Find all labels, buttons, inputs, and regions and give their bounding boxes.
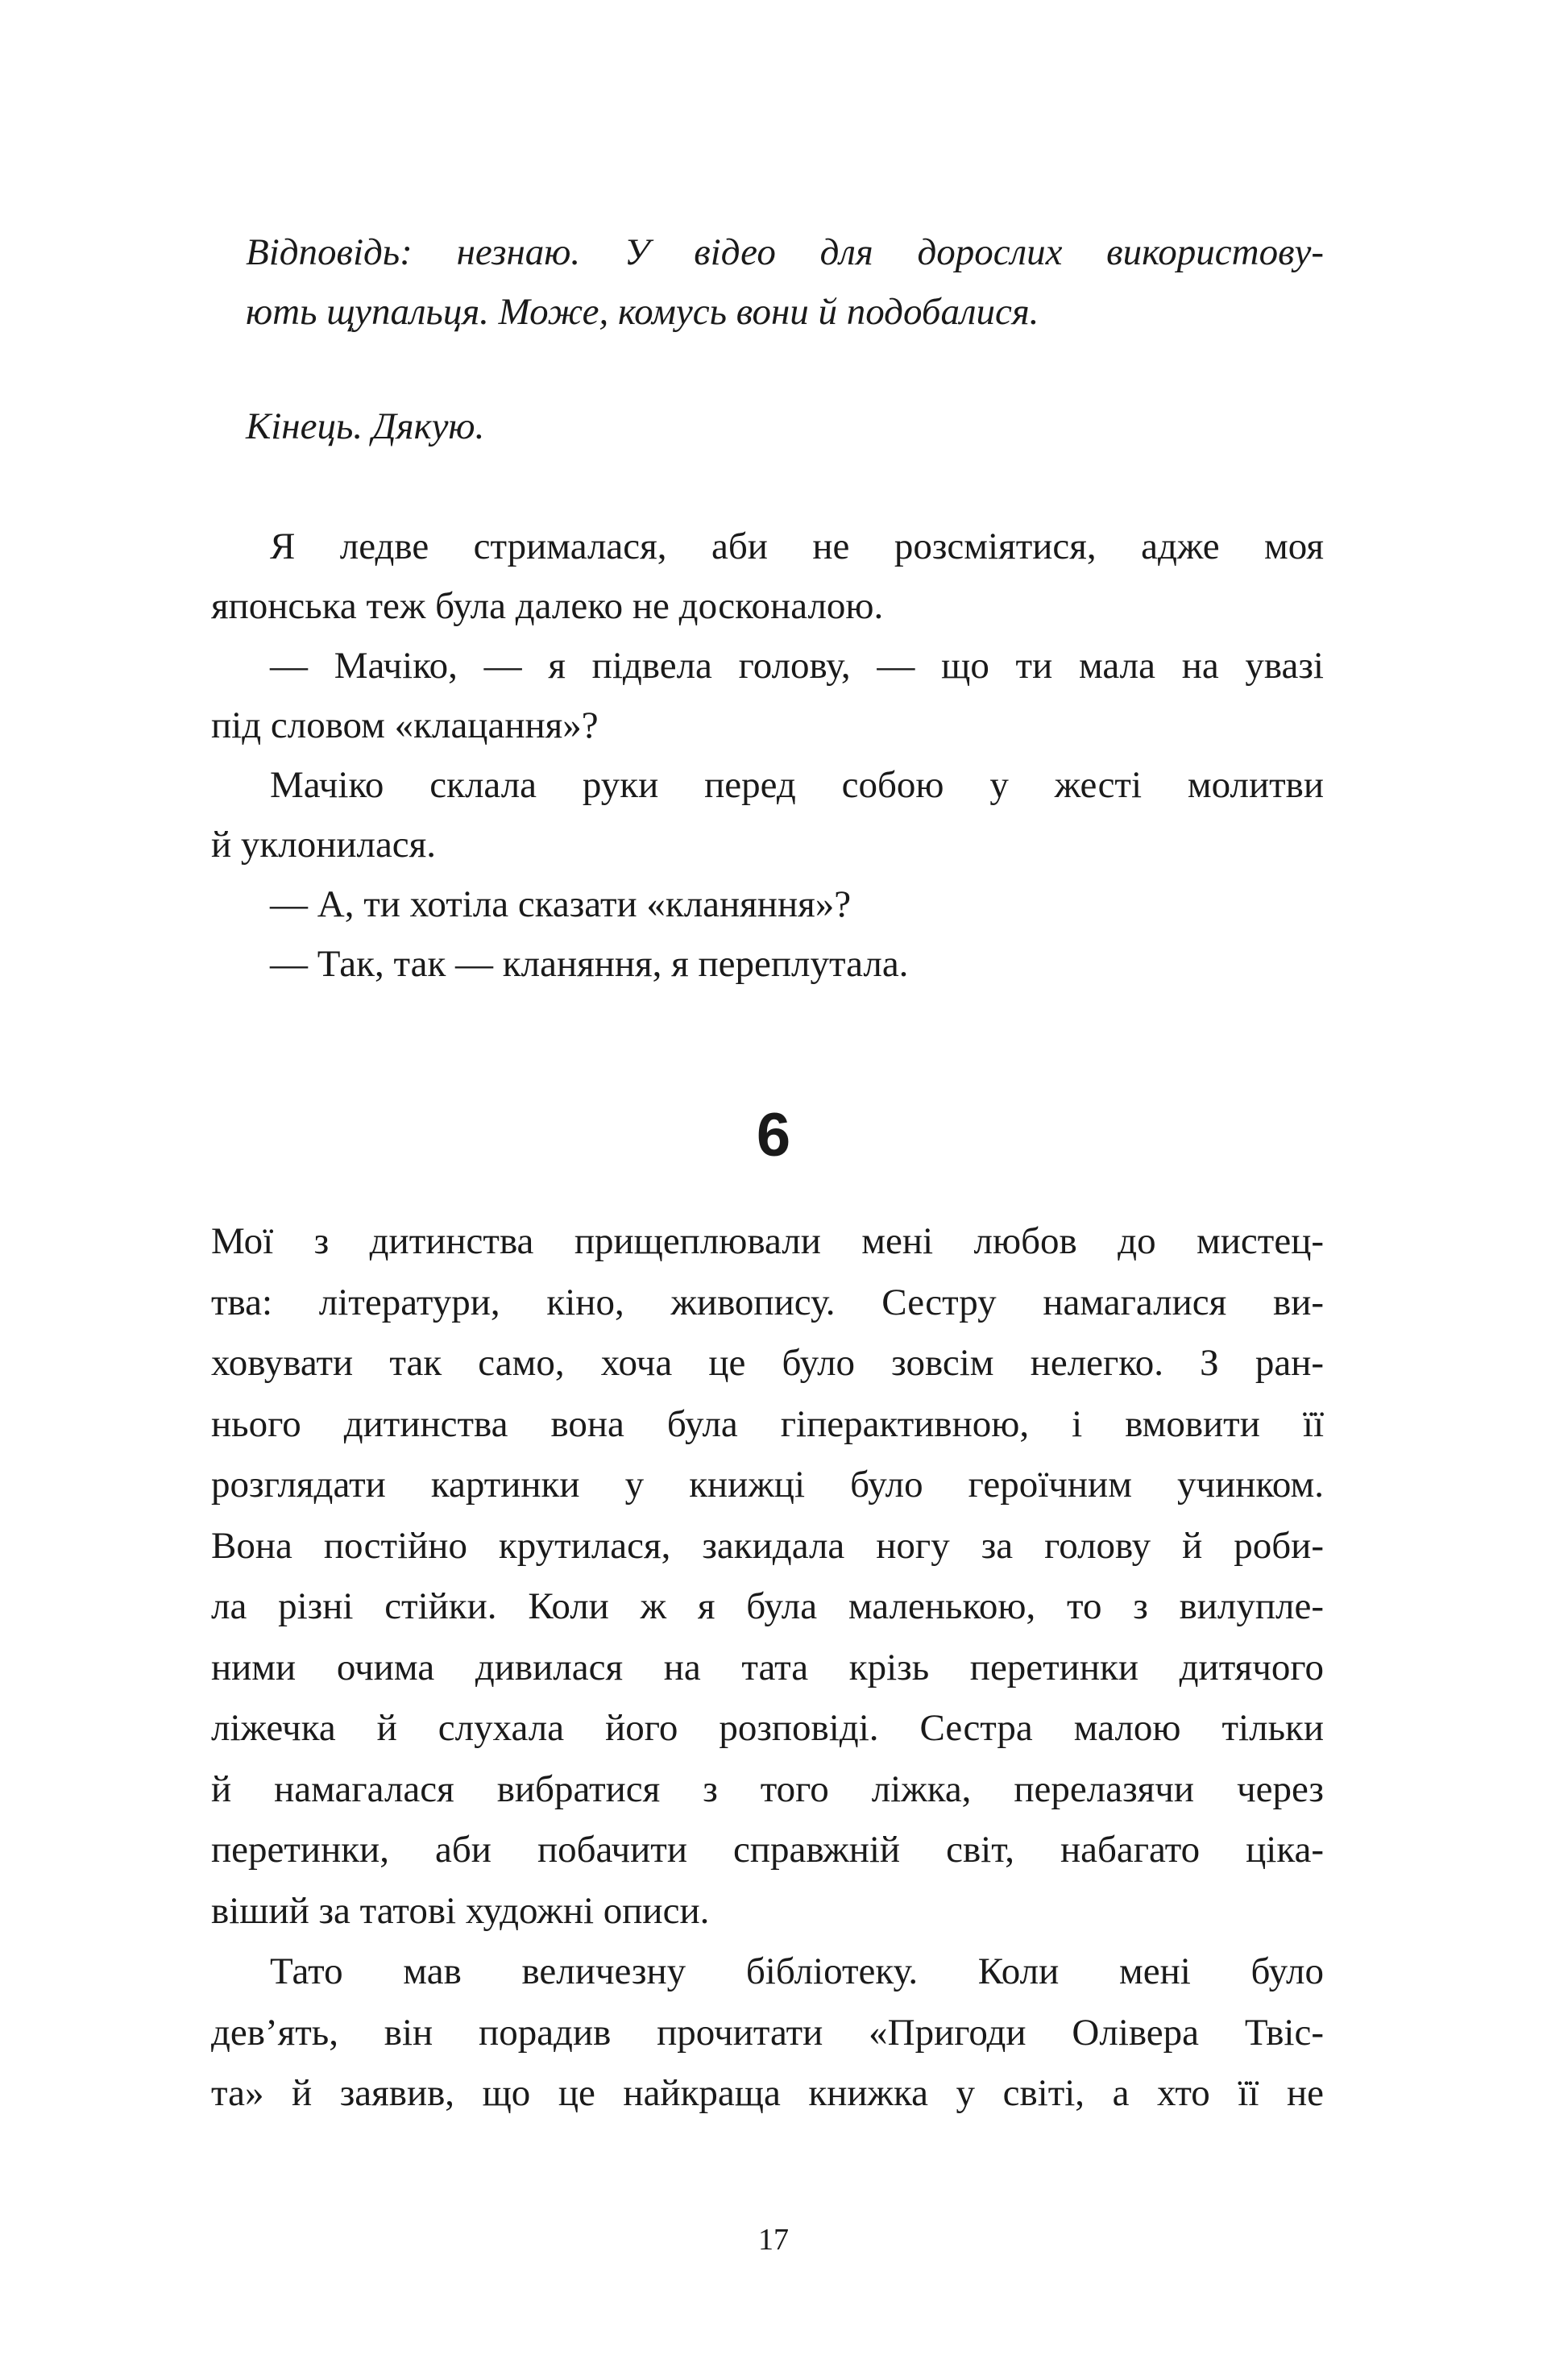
text-line: й уклонилася. (211, 824, 437, 866)
text-line: ла різні стійки. Коли ж я була маленькою, то з вилупле- (211, 1585, 1324, 1627)
page-number: 17 (758, 2223, 789, 2257)
text-line: Відповідь: незнаю. У відео для дорослих використову- (246, 231, 1324, 273)
italic-answer (246, 222, 1324, 342)
text-line: ними очима дивилася на тата крізь перетинки дитячого (211, 1646, 1324, 1688)
text-line: Тато мав величезну бібліотеку. Коли мені було (270, 1950, 1324, 1992)
text-line: — Так, так — кланяння, я переплутала. (270, 943, 909, 985)
text-line: ють щупальця. Може, комусь вони й подобалися. (246, 291, 1039, 333)
text-line: перетинки, аби побачити справжній світ, набагато ціка- (211, 1829, 1324, 1871)
text-line: віший за татові художні описи. (211, 1889, 710, 1932)
text-line: Я ледве стрималася, аби не розсміятися, адже моя (270, 525, 1324, 567)
text-line: й намагалася вибратися з того ліжка, перелазячи через (211, 1767, 1324, 1810)
text-line: — Мачіко, — я підвела голову, — що ти мала на увазі (270, 645, 1324, 687)
text-line: під словом «клацання»? (211, 704, 599, 746)
text-line: Вона постійно крутилася, закидала ногу за голову й роби- (211, 1524, 1324, 1567)
text-line: ховувати так само, хоча це було зовсім нелегко. З ран- (211, 1342, 1324, 1384)
chapter-body (211, 1211, 1324, 2125)
text-line: та» й заявив, що це найкраща книжка у світі, а хто її не (211, 2072, 1324, 2114)
text-line: нього дитинства вона була гіперактивною, і вмовити її (211, 1402, 1324, 1445)
text-line: — А, ти хотіла сказати «кланяння»? (270, 883, 852, 925)
text-line: японська теж була далеко не досконалою. (211, 585, 884, 627)
text-line: Мої з дитинства прищеплювали мені любов до мистец- (211, 1220, 1324, 1262)
italic-ending (246, 397, 1324, 456)
dialogue-section (211, 517, 1324, 994)
text-line: ліжечка й слухала його розповіді. Сестра малою тільки (211, 1707, 1324, 1749)
text-line: Мачіко склала руки перед собою у жесті молитви (270, 764, 1324, 806)
text-line: розглядати картинки у книжці було героїчним учинком. (211, 1464, 1324, 1506)
text-line: тва: літератури, кіно, живопису. Сестру намагалися ви- (211, 1281, 1324, 1323)
text-line: дев’ять, він порадив прочитати «Пригоди Олівера Твіс- (211, 2011, 1324, 2054)
text-line: Кінець. Дякую. (246, 405, 485, 447)
chapter-heading: 6 (756, 1101, 791, 1169)
